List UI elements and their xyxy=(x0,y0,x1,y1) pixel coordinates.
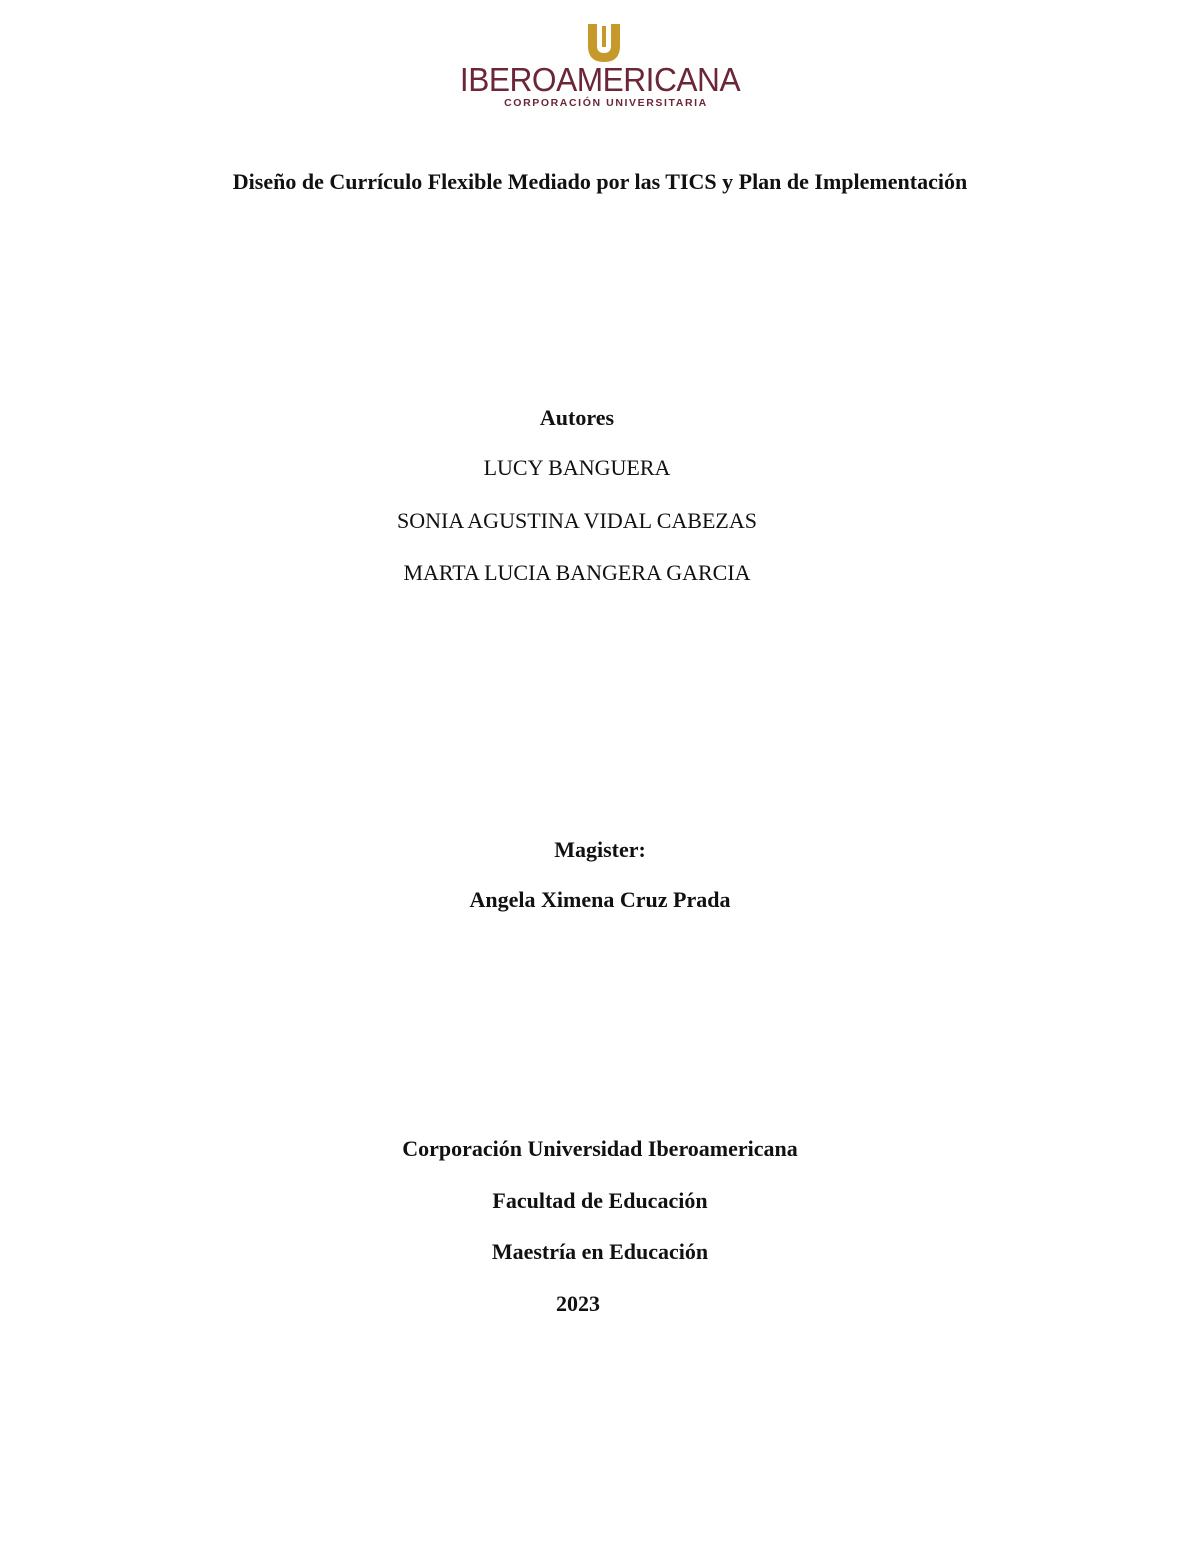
author-name: LUCY BANGUERA xyxy=(483,455,671,480)
document-year: 2023 xyxy=(556,1291,600,1316)
institution-name: Corporación Universidad Iberoamericana xyxy=(402,1136,798,1161)
authors-heading: Autores xyxy=(539,405,615,430)
faculty-name: Facultad de Educación xyxy=(492,1188,708,1213)
advisor-name: Angela Ximena Cruz Prada xyxy=(469,887,731,912)
iberoamericana-logo xyxy=(0,22,1200,114)
author-name: MARTA LUCIA BANGERA GARCIA xyxy=(403,560,751,585)
brand-subtitle: CORPORACIÓN UNIVERSITARIA xyxy=(504,97,708,109)
author-name: SONIA AGUSTINA VIDAL CABEZAS xyxy=(397,508,757,533)
program-name: Maestría en Educación xyxy=(491,1239,709,1264)
brand-wordmark: IBEROAMERICANA xyxy=(459,61,741,98)
document-title: Diseño de Currículo Flexible Mediado por las TICS y Plan de Implementación xyxy=(232,169,968,194)
university-emblem-icon xyxy=(584,22,624,64)
advisor-heading: Magister: xyxy=(554,837,646,862)
